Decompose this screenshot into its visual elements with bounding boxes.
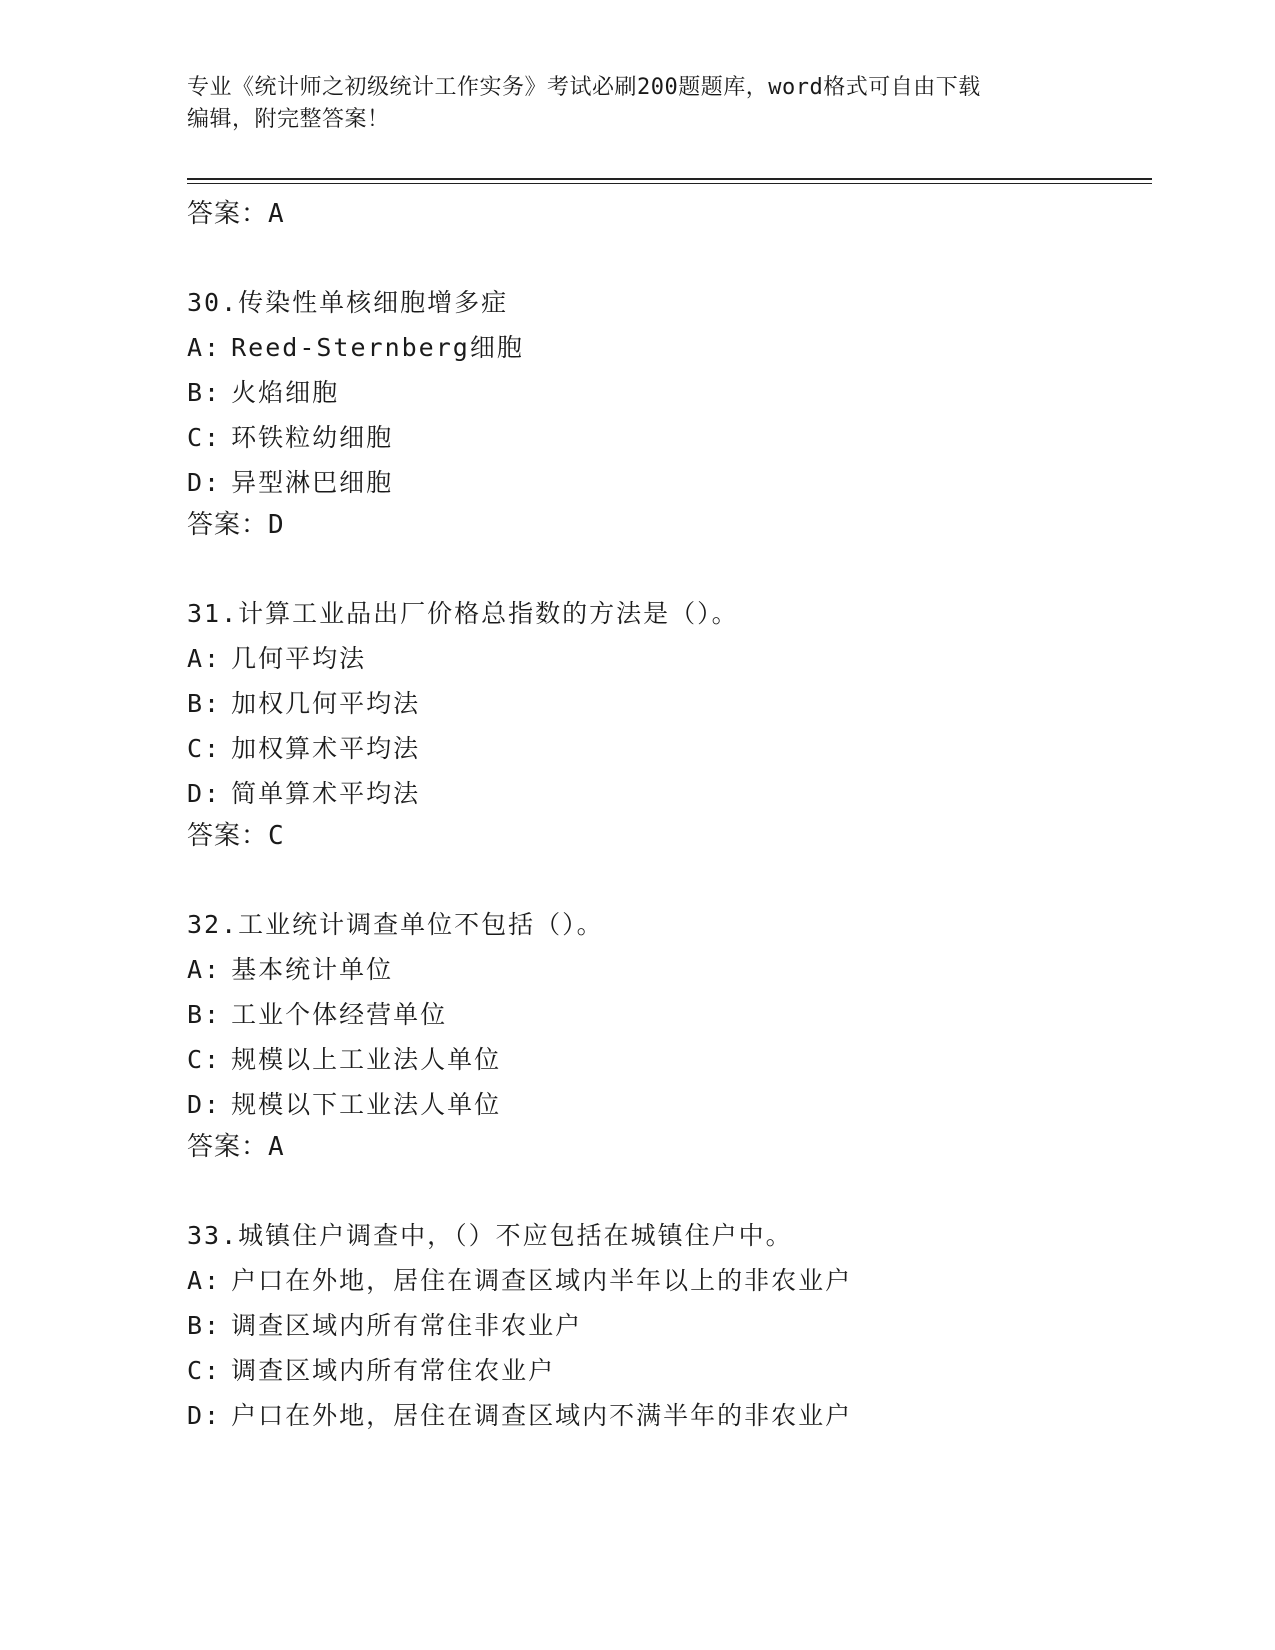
option-text: 户口在外地，居住在调查区域内半年以上的非农业户 xyxy=(231,1266,853,1295)
option-text: 调查区域内所有常住农业户 xyxy=(231,1356,556,1385)
answer-line xyxy=(187,194,1152,234)
option-text: 异型淋巴细胞 xyxy=(231,468,394,497)
header-line-2: 编辑，附完整答案！ xyxy=(187,107,390,132)
answer-line xyxy=(187,816,1152,856)
option-key: A: xyxy=(187,644,222,673)
question-option xyxy=(187,460,1152,505)
answer-label: 答案： xyxy=(187,1132,269,1162)
answer-value: C xyxy=(268,821,285,851)
header-divider-thin xyxy=(187,183,1152,184)
question-block xyxy=(187,1213,1152,1438)
question-option xyxy=(187,726,1152,771)
option-text: 加权几何平均法 xyxy=(231,689,421,718)
question-title: 30.传染性单核细胞增多症 xyxy=(187,288,509,317)
option-text: 调查区域内所有常住非农业户 xyxy=(231,1311,583,1340)
option-text: 规模以上工业法人单位 xyxy=(231,1045,502,1074)
question-option xyxy=(187,992,1152,1037)
question-option xyxy=(187,1303,1152,1348)
option-key: D: xyxy=(187,1401,222,1430)
option-key: B: xyxy=(187,378,222,407)
answer-label: 答案： xyxy=(187,821,269,851)
option-text: Reed-Sternberg细胞 xyxy=(231,333,524,362)
answer-line xyxy=(187,1127,1152,1167)
document-body xyxy=(187,190,1152,1438)
answer-value: A xyxy=(268,1132,285,1162)
option-key: B: xyxy=(187,1311,222,1340)
question-option xyxy=(187,325,1152,370)
question-option xyxy=(187,1393,1152,1438)
option-text: 工业个体经营单位 xyxy=(231,1000,448,1029)
option-text: 基本统计单位 xyxy=(231,955,394,984)
question-title: 31.计算工业品出厂价格总指数的方法是（）。 xyxy=(187,599,739,628)
option-key: A: xyxy=(187,1266,222,1295)
option-key: C: xyxy=(187,1045,222,1074)
option-key: B: xyxy=(187,1000,222,1029)
option-text: 几何平均法 xyxy=(231,644,367,673)
question-block xyxy=(187,902,1152,1167)
option-key: C: xyxy=(187,423,222,452)
answer-value: A xyxy=(268,199,285,229)
option-text: 户口在外地，居住在调查区域内不满半年的非农业户 xyxy=(231,1401,853,1430)
option-key: D: xyxy=(187,779,222,808)
header-line-1: 专业《统计师之初级统计工作实务》考试必刷200题题库，word格式可自由下载 xyxy=(187,75,981,100)
question-title: 32.工业统计调查单位不包括（）。 xyxy=(187,910,604,939)
question-option xyxy=(187,947,1152,992)
option-text: 环铁粒幼细胞 xyxy=(231,423,394,452)
question-block xyxy=(187,591,1152,856)
question-option xyxy=(187,1348,1152,1393)
question-title: 33.城镇住户调查中，（）不应包括在城镇住户中。 xyxy=(187,1221,793,1250)
question-option xyxy=(187,636,1152,681)
header-divider-thick xyxy=(187,178,1152,180)
question-option xyxy=(187,771,1152,816)
option-text: 加权算术平均法 xyxy=(231,734,421,763)
option-key: A: xyxy=(187,333,222,362)
question-option xyxy=(187,370,1152,415)
question-option xyxy=(187,1082,1152,1127)
option-key: D: xyxy=(187,468,222,497)
option-text: 火焰细胞 xyxy=(231,378,340,407)
question-option xyxy=(187,1037,1152,1082)
option-key: C: xyxy=(187,1356,222,1385)
question-option xyxy=(187,415,1152,460)
answer-label: 答案： xyxy=(187,199,269,229)
document-header xyxy=(187,72,1067,136)
option-text: 规模以下工业法人单位 xyxy=(231,1090,502,1119)
answer-label: 答案： xyxy=(187,510,269,540)
answer-value: D xyxy=(268,510,285,540)
question-option xyxy=(187,1258,1152,1303)
option-key: D: xyxy=(187,1090,222,1119)
question-block xyxy=(187,280,1152,545)
option-key: A: xyxy=(187,955,222,984)
answer-line xyxy=(187,505,1152,545)
option-key: C: xyxy=(187,734,222,763)
option-text: 简单算术平均法 xyxy=(231,779,421,808)
option-key: B: xyxy=(187,689,222,718)
question-option xyxy=(187,681,1152,726)
